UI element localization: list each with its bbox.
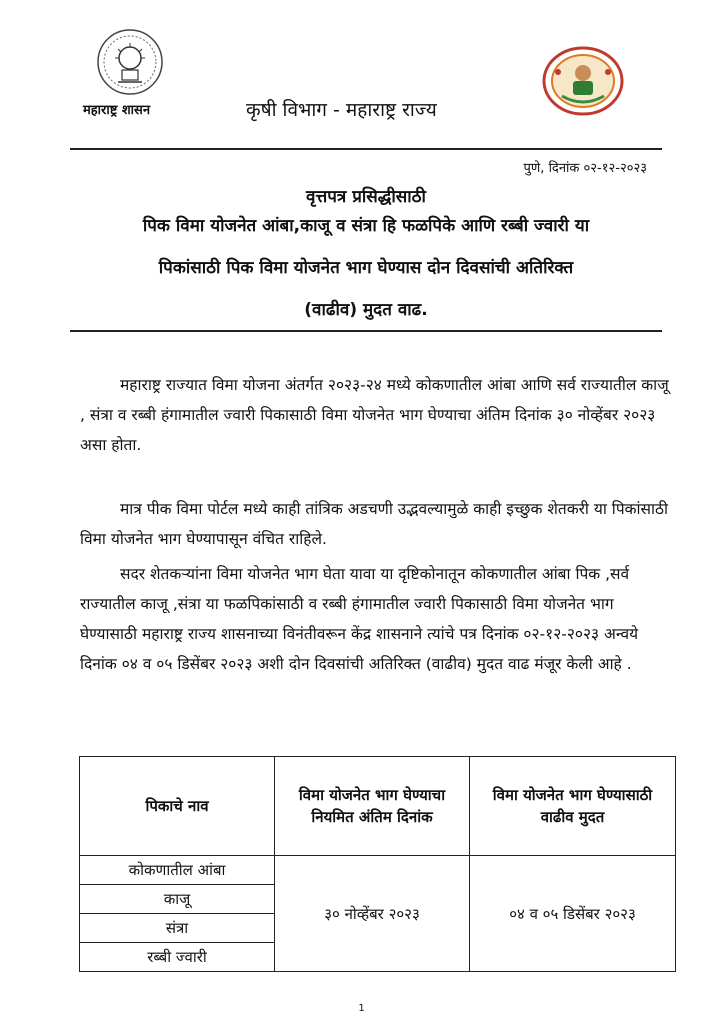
crop-cell: रब्बी ज्वारी — [80, 943, 275, 972]
paragraph-1: महाराष्ट्र राज्यात विमा योजना अंतर्गत २०२३-२४ मध्ये कोकणातील आंबा आणि सर्व राज्यातील काजू , संत्रा व रब्बी हंगामातील ज्वारी पिकासाठी विमा योजनेत भाग घेण्याचा अंतिम दिनांक ३० नोव्हेंबर २०२३ असा होता. — [80, 376, 669, 454]
deadline-table — [79, 756, 676, 972]
department-title: कृषी विभाग - महाराष्ट्र राज्य — [246, 99, 437, 121]
crop-cell: कोकणातील आंबा — [80, 856, 275, 885]
govt-label: महाराष्ट्र शासन — [83, 103, 151, 118]
paragraph-3: सदर शेतकऱ्यांना विमा योजनेत भाग घेता यावा या दृष्टिकोनातून कोकणातील आंबा पिक ,सर्व राज्यातील काजू ,संत्रा या फळपिकांसाठी व रब्बी हंगामातील ज्वारी पिकासाठी विमा योजनेत भाग घेण्यासाठी महाराष्ट्र राज्य शासनाच्या विनंतीवरून केंद्र शासनाने त्यांचे पत्र दिनांक ०२-१२-२०२३ अन्वये दिनांक ०४ व ०५ डिसेंबर २०२३ अशी दोन दिवसांची अतिरिक्त (वाढीव) मुदत वाढ मंजूर केली आहे . — [80, 565, 639, 673]
page-number: 1 — [358, 1003, 365, 1014]
header-divider — [70, 148, 662, 150]
header-regular-deadline: विमा योजनेत भाग घेण्याचा नियमित अंतिम दिनांक — [275, 757, 470, 856]
maharashtra-seal-icon — [96, 28, 164, 96]
header-extended-deadline: विमा योजनेत भाग घेण्यासाठी वाढीव मुदत — [470, 757, 676, 856]
header-crop-name: पिकाचे नाव — [80, 757, 275, 856]
headline-line-4: (वाढीव) मुदत वाढ. — [304, 300, 428, 320]
extended-deadline-cell: ०४ व ०५ डिसेंबर २०२३ — [470, 856, 676, 972]
headline-line-3: पिकांसाठी पिक विमा योजनेत भाग घेण्यास दोन दिवसांची अतिरिक्त — [158, 258, 574, 278]
table-header-row — [80, 757, 676, 856]
table-row — [80, 856, 676, 885]
headline-press-note: वृत्तपत्र प्रसिद्धीसाठी — [306, 187, 426, 207]
date-line: पुणे, दिनांक ०२-१२-२०२३ — [523, 161, 647, 176]
regular-deadline-cell: ३० नोव्हेंबर २०२३ — [275, 856, 470, 972]
headline-divider — [70, 330, 662, 332]
paragraph-2: मात्र पीक विमा पोर्टल मध्ये काही तांत्रिक अडचणी उद्भवल्यामुळे काही इच्छुक शेतकरी या पिकांसाठी विमा योजनेत भाग घेण्यापासून वंचित राहिले. — [80, 500, 669, 548]
crop-cell: संत्रा — [80, 914, 275, 943]
agriculture-dept-logo-icon — [542, 46, 624, 116]
headline-line-2: पिक विमा योजनेत आंबा,काजू व संत्रा हि फळपिके आणि रब्बी ज्वारी या — [142, 216, 590, 236]
crop-cell: काजू — [80, 885, 275, 914]
